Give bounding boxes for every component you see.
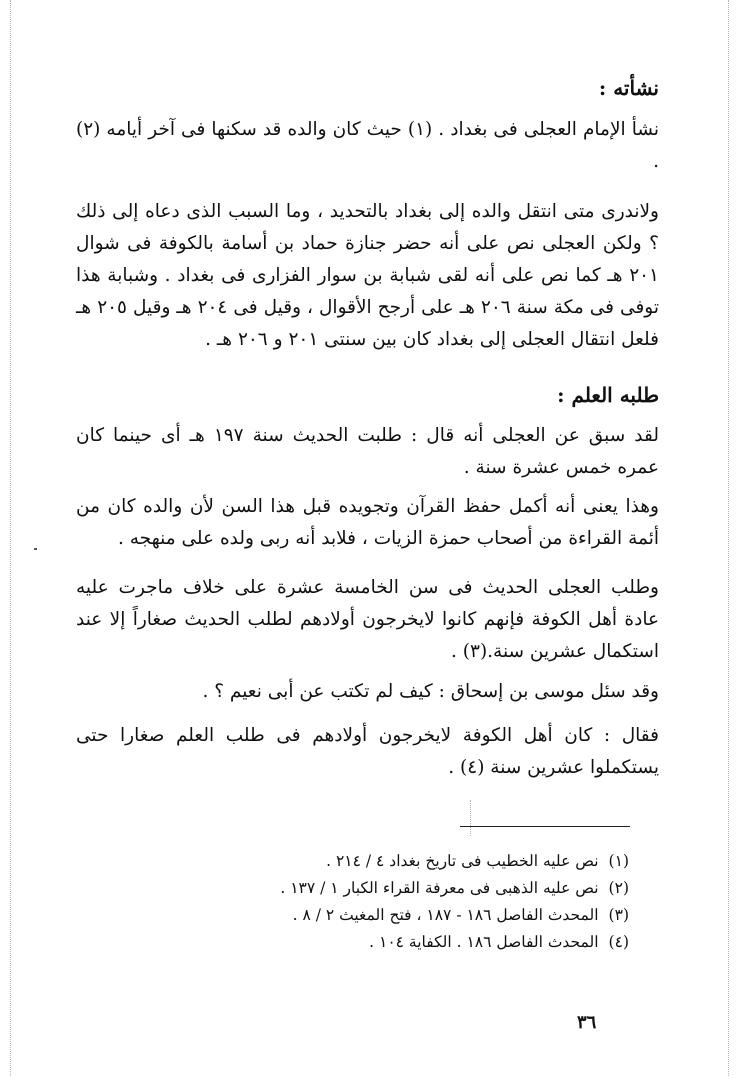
footnote-number: (١) [608, 852, 629, 870]
footnote-text: المحدث الفاصل ١٨٦ . الكفاية ١٠٤ . [369, 933, 599, 951]
footnote-separator [460, 826, 630, 827]
section-heading-upbringing: نشأته : [598, 76, 659, 100]
paragraph-knowledge-3: وطلب العجلى الحديث فى سن الخامسة عشرة على خلاف ماجرت عليه عادة أهل الكوفة فإنهم كانوا لايخرجون أولادهم لطلب الحديث صغاراً إلا عند استكمال عشرين سنة.(٣) . [76, 577, 659, 662]
scan-speck [34, 548, 37, 550]
paragraph-knowledge-4: وقد سئل موسى بن إسحاق : كيف لم تكتب عن أبى نعيم ؟ . [202, 681, 659, 702]
footnote-number: (٢) [608, 879, 629, 897]
paragraph-knowledge-1: لقد سبق عن العجلى أنه قال : طلبت الحديث سنة ١٩٧ هـ أى حينما كان عمره خمس عشرة سنة . [76, 425, 659, 478]
page-number: ٣٦ [577, 1012, 597, 1033]
scan-dots-middle [470, 800, 471, 836]
paragraph-knowledge-2: وهذا يعنى أنه أكمل حفظ القرآن وتجويده قبل هذا السن لأن والده كان من أئمة القراءة من أصحاب حمزة الزيات ، فلابد أنه ربى ولده على منهجه . [76, 496, 659, 549]
paragraph-upbringing-2: ولاندرى متى انتقل والده إلى بغداد بالتحديد ، وما السبب الذى دعاه إلى ذلك ؟ ولكن العجلى نص على أنه حضر جنازة حماد بن أسامة بالكوفة فى شوال ٢٠١ هـ كما نص على أنه لقى شبابة بن سوار الفزارى فى بغداد . وشبابة هذا توفى فى مكة سنة ٢٠٦ هـ على أرجح الأقوال ، وقيل فى ٢٠٤ هـ وقيل ٢٠٥ هـ فلعل انتقال العجلى إلى بغداد كان بين سنتى ٢٠١ و ٢٠٦ هـ . [76, 201, 659, 350]
footnote-item [280, 848, 629, 875]
footnote-number: (٣) [608, 906, 629, 924]
footnote-text: المحدث الفاصل ١٨٦ - ١٨٧ ، فتح المغيث ٢ / ٨ . [292, 906, 599, 924]
footnote-text: نص عليه الذهبى فى معرفة القراء الكبار ١ / ١٣٧ . [280, 879, 599, 897]
footnote-text: نص عليه الخطيب فى تاريخ بغداد ٤ / ٢١٤ . [326, 852, 599, 870]
footnote-number: (٤) [608, 933, 629, 951]
footnote-item [280, 902, 629, 929]
paragraph-knowledge-5: فقال : كان أهل الكوفة لايخرجون أولادهم فى طلب العلم صغارا حتى يستكملوا عشرين سنة (٤) . [76, 725, 659, 778]
paragraph-upbringing-1: نشأ الإمام العجلى فى بغداد . (١) حيث كان والده قد سكنها فى آخر أيامه (٢) . [76, 119, 659, 172]
footnote-item [280, 875, 629, 902]
section-heading-seeking-knowledge: طلبه العلم : [557, 383, 659, 407]
scan-edge-dots-left [10, 0, 11, 1076]
footnotes-list [280, 848, 629, 956]
footnote-item [280, 929, 629, 956]
scan-edge-dots-right [728, 0, 729, 1076]
